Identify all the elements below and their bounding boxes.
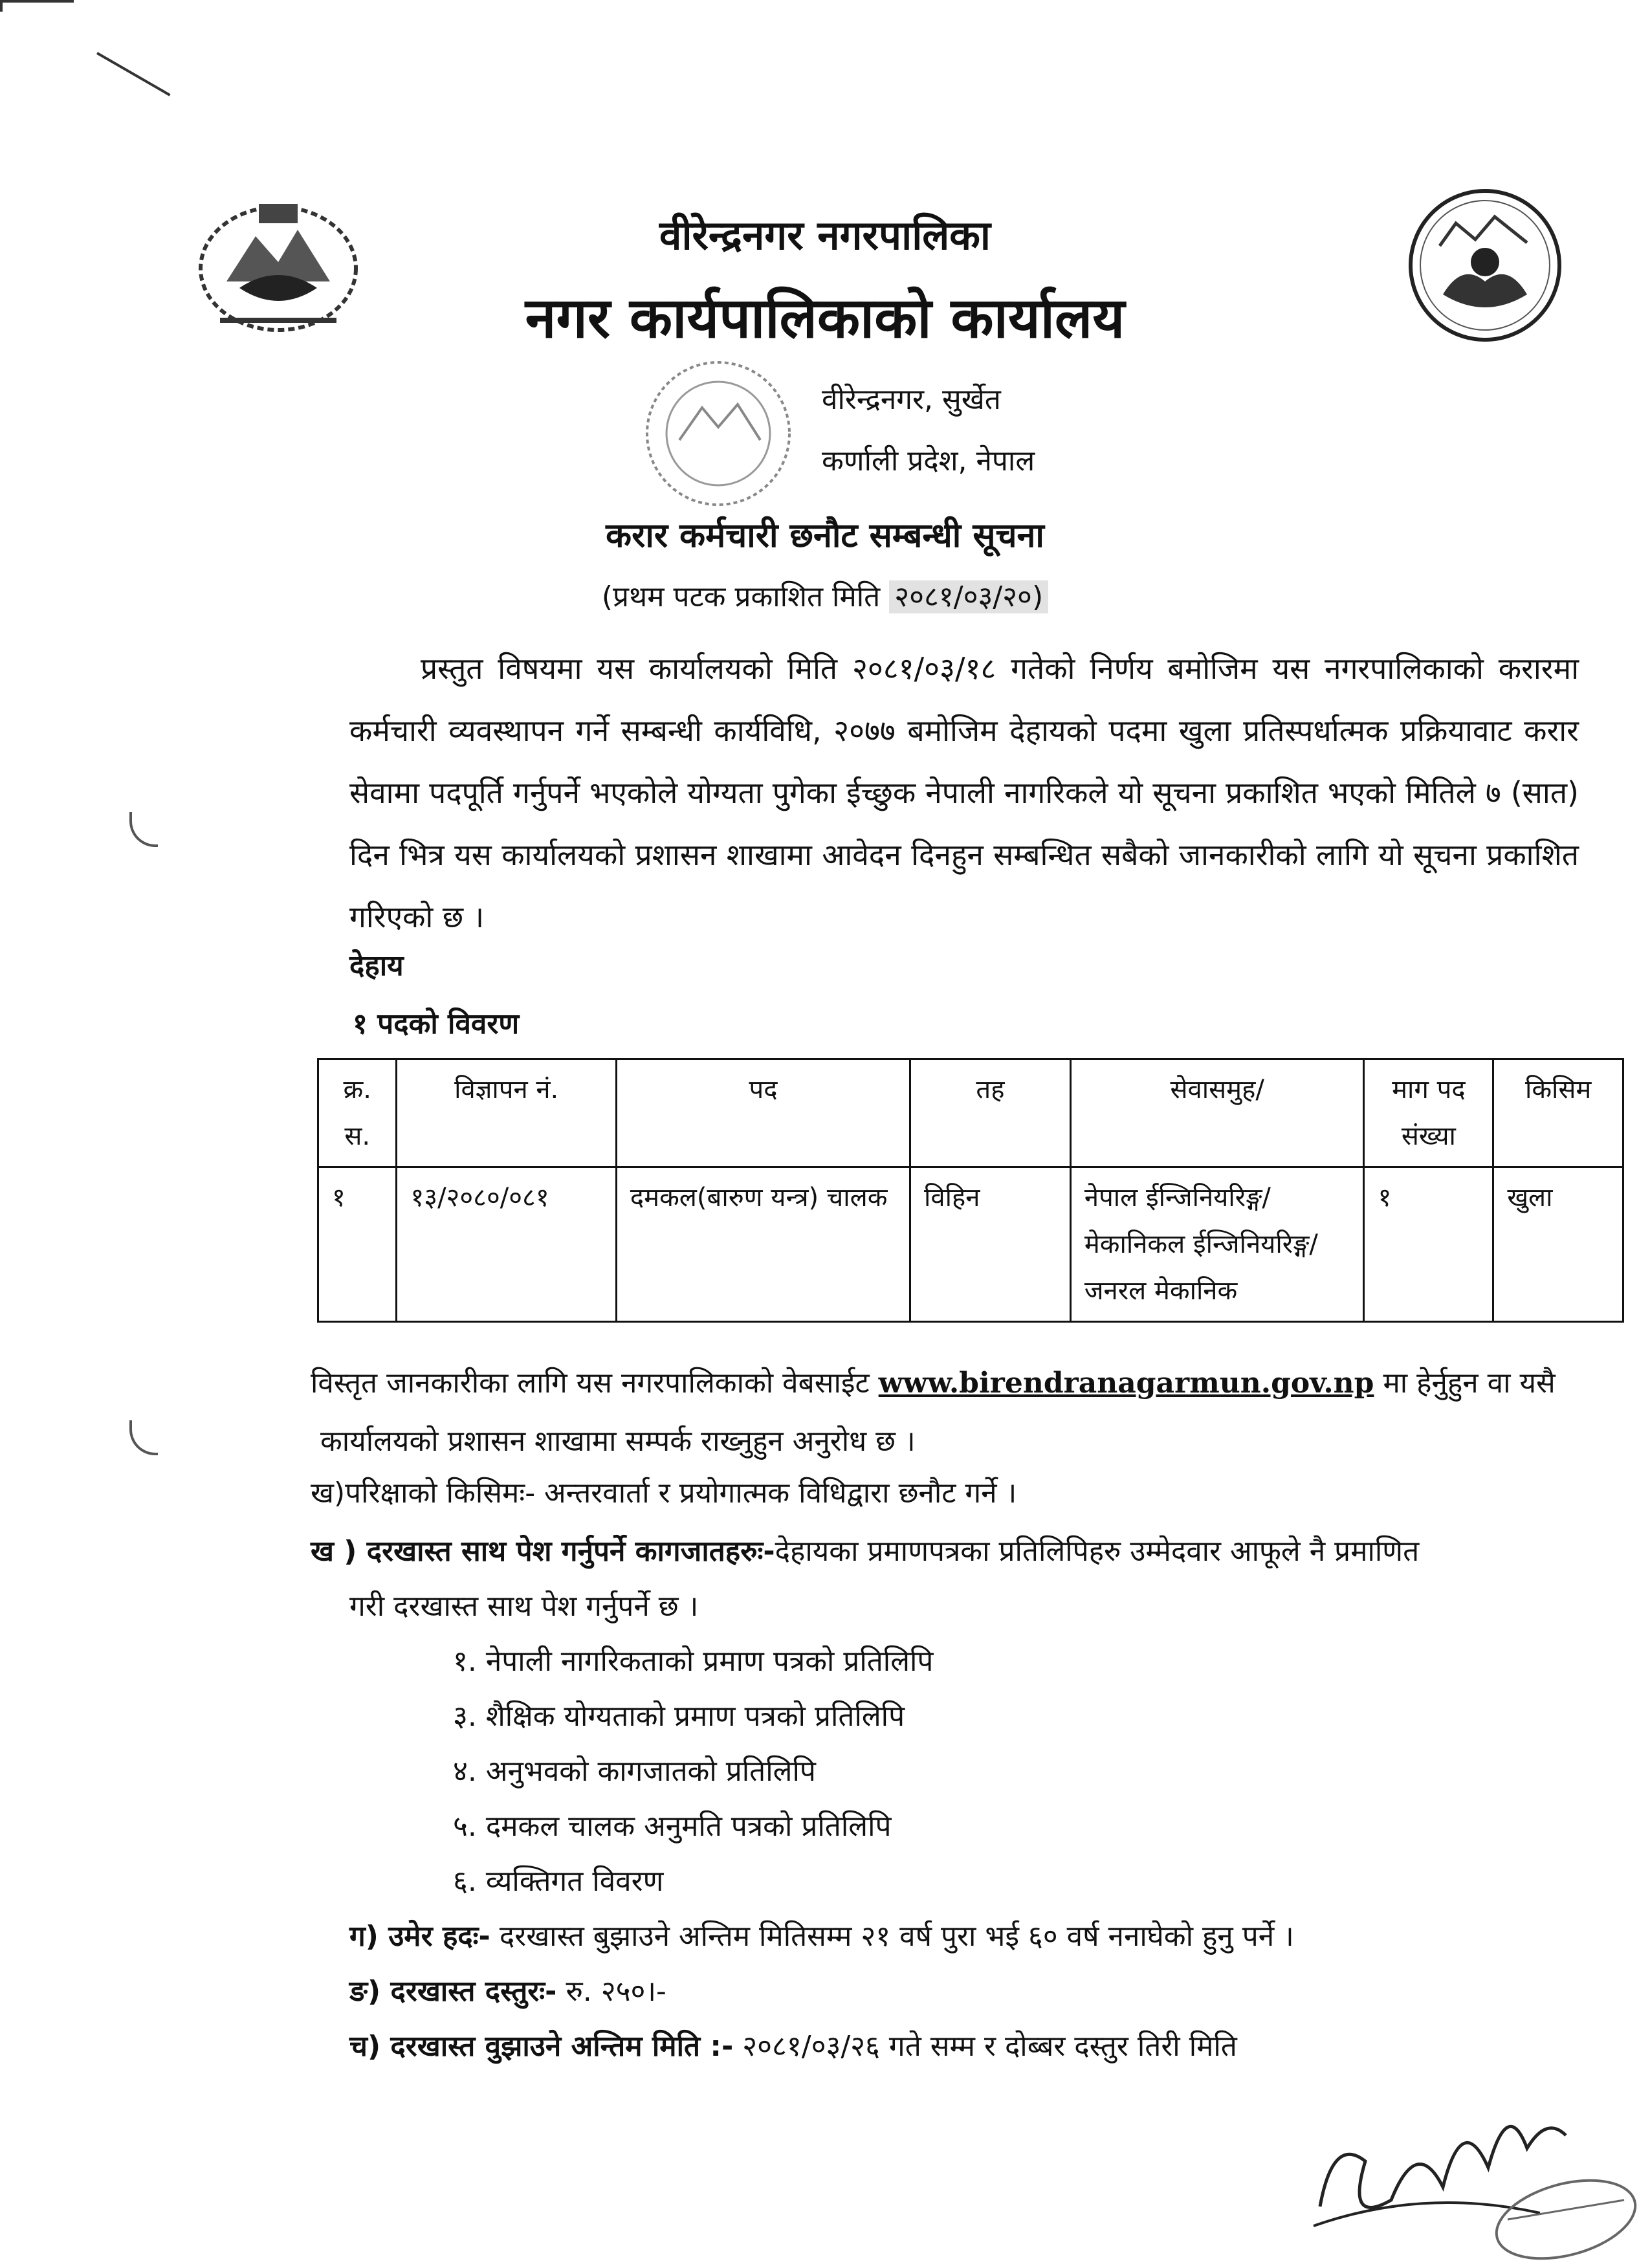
published-date-line <box>0 576 1650 615</box>
cell-post: दमकल(बारुण यन्त्र) चालक <box>616 1167 910 1322</box>
doc-item: १. नेपाली नागरिकताको प्रमाण पत्रको प्रतिलिपि <box>453 1645 934 1678</box>
published-date: २०८१/०३/२०) <box>889 580 1048 613</box>
docs-line <box>311 1530 1605 1569</box>
office-name: नगर कार्यपालिकाको कार्यालय <box>525 286 1125 351</box>
signature-icon <box>1294 2058 1644 2265</box>
col-header-sn: क्र. स. <box>318 1059 397 1167</box>
binder-hole-mark <box>129 1420 158 1455</box>
info-line-1 <box>311 1362 1605 1401</box>
published-prefix: (प्रथम पटक प्रकाशित मिति <box>601 580 881 613</box>
col-header-service: सेवासमुह/ <box>1070 1059 1364 1167</box>
col-header-level: तह <box>910 1059 1071 1167</box>
cell-service: नेपाल ईन्जिनियरिङ्ग/ मेकानिकल ईन्जिनियरिङ्ग/ जनरल मेकानिक <box>1070 1167 1364 1322</box>
municipality-name: वीरेन्द्रनगर नगरपालिका <box>659 212 991 259</box>
info-suffix: मा हेर्नुहुन वा यसै <box>1383 1367 1556 1400</box>
doc-item: ४. अनुभवको कागजातको प्रतिलिपि <box>453 1755 816 1788</box>
deadline <box>349 2025 1237 2064</box>
deadline-text: २०८१/०३/२६ गते सम्म र दोब्बर दस्तुर तिरी मिति <box>742 2030 1237 2063</box>
binder-hole-mark <box>129 812 158 847</box>
exam-type: ख)परिक्षाको किसिमः- अन्तरवार्ता र प्रयोगात्मक विधिद्वारा छनौट गर्ने । <box>311 1477 1017 1510</box>
notice-title: करार कर्मचारी छनौट सम्बन्धी सूचना <box>606 516 1044 555</box>
address-line-2: कर्णाली प्रदेश, नेपाल <box>822 445 1035 478</box>
address-line-1: वीरेन्द्रनगर, सुर्खेत <box>822 383 1001 416</box>
docs-heading: ख ) दरखास्त साथ पेश गर्नुपर्ने कागजातहरुः- <box>311 1535 775 1568</box>
doc-item: ३. शैक्षिक योग्यताको प्रमाण पत्रको प्रतिलिपि <box>453 1700 905 1733</box>
age-limit <box>349 1915 1294 1954</box>
section-post-details: १ पदको विवरण <box>353 1007 520 1040</box>
info-prefix: विस्तृत जानकारीका लागि यस नगरपालिकाको वेबसाईट <box>311 1367 870 1400</box>
cell-count: १ <box>1364 1167 1493 1322</box>
deadline-label: च) दरखास्त वुझाउने अन्तिम मिति :- <box>349 2030 734 2063</box>
scan-slash-mark <box>96 52 171 96</box>
table-row <box>318 1167 1623 1322</box>
age-label: ग) उमेर हदः- <box>349 1920 490 1953</box>
post-details-table <box>317 1058 1624 1323</box>
col-header-ad-no: विज्ञापन नं. <box>397 1059 616 1167</box>
cell-level: विहिन <box>910 1167 1071 1322</box>
website-link[interactable]: www.birendranagarmun.gov.np <box>878 1367 1374 1400</box>
notice-body: प्रस्तुत विषयमा यस कार्यालयको मिति २०८१/०३/१८ गतेको निर्णय बमोजिम यस नगरपालिकाको करारमा कर्मचारी व्यवस्थापन गर्ने सम्बन्धी कार्यविधि, २०७७ बमोजिम देहायको पदमा खुला प्रतिस्पर्धात्मक प्रक्रियावाट करार सेवामा पदपूर्ति गर्नुपर्ने भएकोले योग्यता पुगेका ईच्छुक नेपाली नागरिकले यो सूचना प्रकाशित भएको मितिले ७ (सात) दिन भित्र यस कार्यालयको प्रशासन शाखामा आवेदन दिनहुन सम्बन्धित सबैको जानकारीको लागि यो सूचना प्रकाशित गरिएको छ । <box>349 651 1579 934</box>
col-header-type: किसिम <box>1493 1059 1623 1167</box>
scan-corner-mark <box>0 0 74 12</box>
col-header-post: पद <box>616 1059 910 1167</box>
info-line-2: कार्यालयको प्रशासन शाखामा सम्पर्क राख्नुहुन अनुरोध छ । <box>320 1425 916 1458</box>
docs-intro: देहायका प्रमाणपत्रका प्रतिलिपिहरु उम्मेदवार आफूले नै प्रमाणित <box>775 1535 1420 1568</box>
table-header-row <box>318 1059 1623 1167</box>
application-fee <box>349 1970 666 2009</box>
age-text: दरखास्त बुझाउने अन्तिम मितिसम्म २१ वर्ष पुरा भई ६० वर्ष ननाघेको हुनु पर्ने । <box>499 1920 1294 1953</box>
cell-type: खुला <box>1493 1167 1623 1322</box>
cell-sn: १ <box>318 1167 397 1322</box>
docs-intro-2: गरी दरखास्त साथ पेश गर्नुपर्ने छ । <box>349 1590 699 1623</box>
cell-ad-no: १३/२०८०/०८१ <box>397 1167 616 1322</box>
doc-item: ६. व्यक्तिगत विवरण <box>453 1865 664 1898</box>
dehay-label: देहाय <box>349 949 404 982</box>
fee-text: रु. २५०।- <box>566 1975 666 2008</box>
fee-label: ङ) दरखास्त दस्तुरः- <box>349 1975 557 2008</box>
col-header-count: माग पद संख्या <box>1364 1059 1493 1167</box>
doc-item: ५. दमकल चालक अनुमति पत्रको प्रतिलिपि <box>453 1810 892 1843</box>
